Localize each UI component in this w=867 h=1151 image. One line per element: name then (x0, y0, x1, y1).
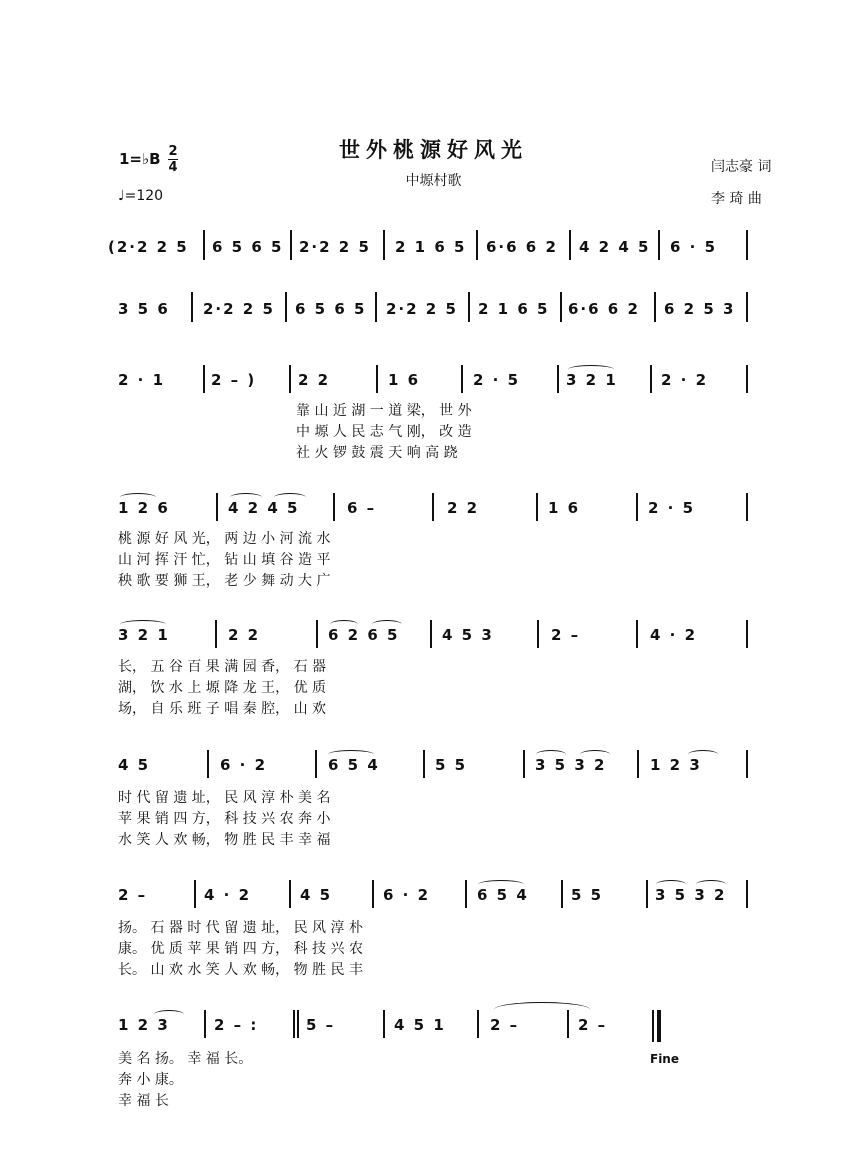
barline (191, 292, 193, 322)
lyric-verse-2: 中 塬 人 民 志 气 刚， 改 造 (296, 424, 472, 440)
repeat-barline (297, 1010, 299, 1038)
measure: 4 2 4 5 (228, 499, 300, 517)
lyric-verse-1: 时 代 留 遗 址， 民 风 淳 朴 美 名 (118, 790, 331, 806)
repeat-barline (293, 1010, 295, 1038)
measure: 5 5 (571, 886, 604, 904)
measure: 4 · 2 (650, 626, 698, 644)
measure: 3 5 6 (118, 300, 170, 318)
measure: 1 2 6 (118, 499, 170, 517)
barline (636, 493, 638, 521)
barline (567, 1010, 569, 1038)
measure: 6·6 6 2 (486, 238, 558, 256)
measure: 2·2 2 5 (299, 238, 371, 256)
measure: 6 · 2 (220, 756, 268, 774)
lyric-verse-3: 社 火 锣 鼓 震 天 响 高 跷 (296, 445, 458, 461)
measure: 3 5 3 2 (655, 886, 727, 904)
lyric-verse-1: 扬。 石 器 时 代 留 遗 址， 民 风 淳 朴 (118, 920, 363, 936)
score-row-3 (0, 365, 867, 465)
tie (494, 1002, 590, 1017)
song-title: 世外桃源好风光 (339, 138, 528, 162)
barline (376, 365, 378, 393)
measure: 3 2 1 (118, 626, 170, 644)
barline (650, 365, 652, 393)
measure: 6 5 4 (477, 886, 529, 904)
barline (203, 365, 205, 393)
measure: 4 2 4 5 (579, 238, 651, 256)
measure: 6 5 6 5 (295, 300, 367, 318)
lyric-verse-2: 山 河 挥 汗 忙， 钻 山 填 谷 造 平 (118, 552, 331, 568)
time-signature (168, 145, 178, 174)
lyric-verse-2: 苹 果 销 四 方， 科 技 兴 农 奔 小 (118, 811, 331, 827)
measure: 2 – (578, 1016, 608, 1034)
measure: 6 · 2 (383, 886, 431, 904)
measure: 4 5 (300, 886, 333, 904)
measure: 6·6 6 2 (568, 300, 640, 318)
barline (536, 493, 538, 521)
composer-credit: 李 琦 曲 (711, 191, 762, 207)
barline (746, 880, 748, 908)
measure: 2 1 6 5 (395, 238, 467, 256)
barline (476, 230, 478, 260)
barline (383, 1010, 385, 1038)
barline (333, 493, 335, 521)
barline (203, 230, 205, 260)
barline (461, 365, 463, 393)
lyric-verse-2: 湖， 饮 水 上 塬 降 龙 王， 优 质 (118, 680, 327, 696)
measure: 2 – (118, 886, 148, 904)
measure: 1 2 3 (118, 1016, 170, 1034)
measure: 2 · 2 (661, 371, 709, 389)
barline (216, 493, 218, 521)
measure: 2 – (551, 626, 581, 644)
lyric-verse-3: 长。 山 欢 水 笑 人 欢 畅， 物 胜 民 丰 (118, 962, 363, 978)
barline (537, 620, 539, 648)
barline (430, 620, 432, 648)
measure: 2 1 6 5 (478, 300, 550, 318)
fine-marking: Fine (650, 1052, 679, 1066)
barline (746, 750, 748, 778)
barline (746, 493, 748, 521)
score-row-6 (0, 750, 867, 850)
lyric-verse-1: 靠 山 近 湖 一 道 梁， 世 外 (296, 403, 472, 419)
measure: 2 · 1 (118, 371, 166, 389)
barline (285, 292, 287, 322)
barline (523, 750, 525, 778)
measure: 1 2 3 (650, 756, 702, 774)
measure: 6 2 5 3 (664, 300, 736, 318)
lyric-verse-2: 奔 小 康。 (118, 1072, 183, 1088)
lyric-verse-3: 幸 福 长 (118, 1093, 169, 1109)
barline (557, 365, 559, 393)
score-row-2 (0, 292, 867, 332)
measure: 5 5 (435, 756, 468, 774)
score-row-8 (0, 1010, 867, 1151)
lyric-verse-3: 水 笑 人 欢 畅， 物 胜 民 丰 幸 福 (118, 832, 331, 848)
barline (204, 1010, 206, 1038)
lyric-verse-1: 桃 源 好 风 光， 两 边 小 河 流 水 (118, 531, 331, 547)
barline (423, 750, 425, 778)
barline (637, 750, 639, 778)
barline (561, 880, 563, 908)
measure: 2 – ) (211, 371, 257, 389)
barline (316, 620, 318, 648)
final-barline-thick (657, 1010, 661, 1042)
measure: 2 2 (447, 499, 480, 517)
barline (477, 1010, 479, 1038)
measure: 4 · 2 (204, 886, 252, 904)
barline (646, 880, 648, 908)
lyric-verse-1: 长， 五 谷 百 果 满 园 香， 石 器 (118, 659, 327, 675)
barline (654, 292, 656, 322)
measure: 2 – : (214, 1016, 259, 1034)
measure: 6 – (347, 499, 377, 517)
measure: 6 5 6 5 (212, 238, 284, 256)
measure: 2·2 2 5 (203, 300, 275, 318)
measure: 1 6 (388, 371, 421, 389)
time-sig-bottom: 4 (168, 160, 178, 175)
lyric-verse-2: 康。 优 质 苹 果 销 四 方， 科 技 兴 农 (118, 941, 363, 957)
barline (432, 493, 434, 521)
measure: 2 – (490, 1016, 520, 1034)
measure: 2 · 5 (473, 371, 521, 389)
score-row-5 (0, 620, 867, 720)
measure: (2·2 2 5 (108, 238, 189, 256)
measure: 2 2 (298, 371, 331, 389)
measure: 3 5 3 2 (535, 756, 607, 774)
barline (289, 880, 291, 908)
lyric-verse-3: 场， 自 乐 班 子 唱 秦 腔， 山 欢 (118, 701, 327, 717)
measure: 6 2 6 5 (328, 626, 400, 644)
barline (636, 620, 638, 648)
barline (372, 880, 374, 908)
measure: 6 · 5 (670, 238, 718, 256)
barline (465, 880, 467, 908)
measure: 4 5 (118, 756, 151, 774)
final-barline-thin (652, 1010, 654, 1042)
barline (746, 292, 748, 322)
score-row-4 (0, 493, 867, 593)
score-row-1 (0, 230, 867, 270)
measure: 6 5 4 (328, 756, 380, 774)
measure: 4 5 3 (442, 626, 494, 644)
barline (569, 230, 571, 260)
barline (194, 880, 196, 908)
barline (315, 750, 317, 778)
barline (207, 750, 209, 778)
lyric-verse-3: 秧 歌 要 狮 王， 老 少 舞 动 大 广 (118, 573, 331, 589)
barline (746, 620, 748, 648)
measure: 2 2 (228, 626, 261, 644)
barline (215, 620, 217, 648)
measure: 2 · 5 (648, 499, 696, 517)
lyricist-credit: 闫志豪 词 (711, 159, 772, 175)
barline (383, 230, 385, 260)
measure: 4 5 1 (394, 1016, 446, 1034)
barline (560, 292, 562, 322)
score-row-7 (0, 880, 867, 980)
barline (746, 365, 748, 393)
barline (746, 230, 748, 260)
measure: 3 2 1 (566, 371, 618, 389)
measure: 2·2 2 5 (386, 300, 458, 318)
measure: 5 – (306, 1016, 336, 1034)
lyric-verse-1: 美 名 扬。 幸 福 长。 (118, 1051, 253, 1067)
barline (468, 292, 470, 322)
barline (289, 365, 291, 393)
time-sig-top: 2 (168, 144, 178, 159)
measure: 1 6 (548, 499, 581, 517)
tempo-marking: ♩=120 (118, 188, 164, 204)
barline (290, 230, 292, 260)
barline (658, 230, 660, 260)
song-subtitle: 中塬村歌 (405, 173, 462, 189)
key-signature: 1=♭B (119, 150, 161, 168)
barline (375, 292, 377, 322)
